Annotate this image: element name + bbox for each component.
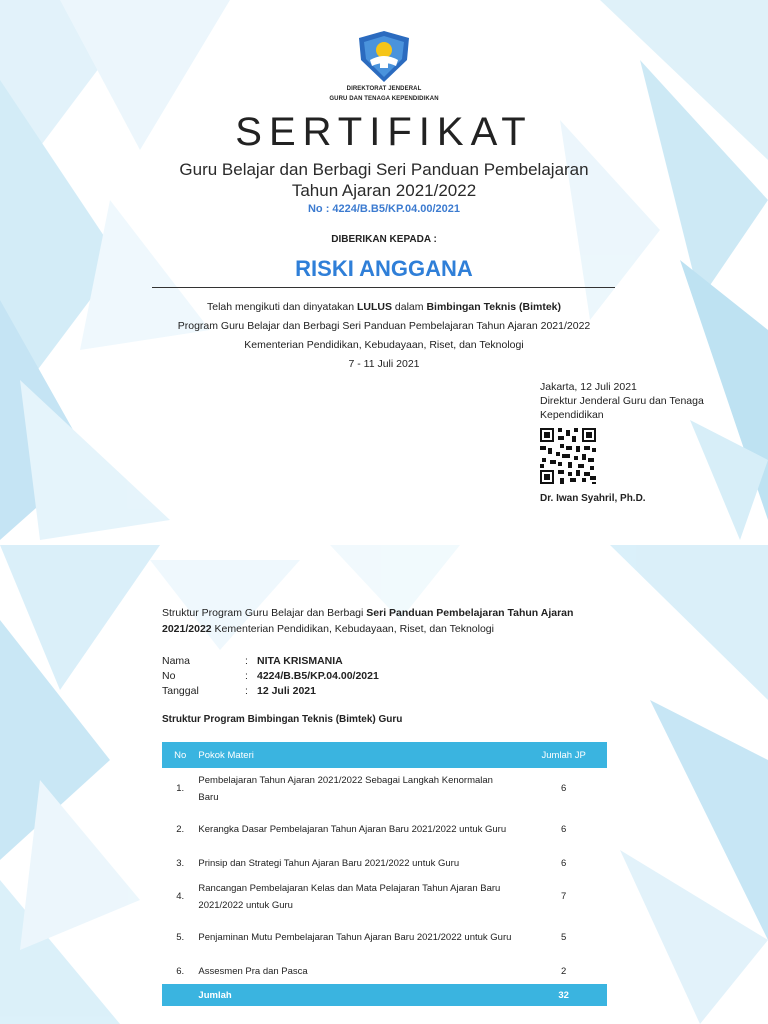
qr-code-icon: [540, 428, 596, 484]
certificate-page: DIREKTORAT JENDERAL GURU DAN TENAGA KEPENDIDIKAN SERTIFIKAT Guru Belajar dan Berbagi Seri Panduan Pembelajaran Tahun Ajaran 2021/2022 No : 4224/B.B5/KP.04.00/2021 DIBERIKAN KEPADA : RISKI ANGGANA Telah mengikuti dan dinyatakan LULUS dalam Bimbingan Teknis (Bimtek) Program Guru Belajar dan Berbagi Seri Panduan Pembelajaran Tahun Ajaran 2021/2022 Kementerian Pendidikan, Kebudayaan, Riset, dan Teknologi 7 - 11 Juli 2021 Jakarta, 12 Juli 2021 Direktur Jenderal Guru dan Tenaga Kependidikan Dr. Iwan Syahril, Ph.D. Struktur Program Guru Belajar dan Berbagi Seri Panduan Pembelajaran Tahun Ajaran 2021/2022 Kementerian Pendidikan, Kebudayaan, Riset, dan Teknologi Nama : NITA KRISMANIA No : 4224/B.B5/KP.04.00/2021 Tanggal : 12 Juli 2021 Struktur Program Bimbingan Teknis (Bimtek) Guru No Pokok Materi Jumlah JP 1. Pembelajaran Tahun Ajaran 2021/2022 Sebagai Langkah Kenormalan Baru 6 2. Kerangka Dasar Pembelajaran Tahun Ajaran Baru 2021/2022 untuk Guru 6 3. Prinsip dan Strategi Tahun Ajaran Baru 2021/2022 untuk Guru 6 4. Rancangan Pembelajaran Kelas dan Mata Pelajaran Tahun Ajaran Baru 2021/2022 untuk Guru 7 5. Penjaminan Mutu Pembelajaran Tahun Ajaran Baru 2021/2022 untuk Guru 5 6. Assesmen Pra dan Pasca 2 Jumlah 32: [0, 0, 768, 1024]
body-line-4: 7 - 11 Juli 2021: [348, 358, 420, 370]
table-row: 3. Prinsip dan Strategi Tahun Ajaran Baru 2021/2022 untuk Guru 6: [176, 857, 567, 869]
total-label: Jumlah: [198, 984, 520, 1006]
signer-name: Dr. Iwan Syahril, Ph.D.: [540, 493, 646, 504]
participant-date: 12 Juli 2021: [257, 685, 316, 697]
name-underline: [152, 287, 615, 288]
table-row: 4. Rancangan Pembelajaran Kelas dan Mata Pelajaran Tahun Ajaran Baru 2021/2022 untuk Guru 7: [176, 882, 567, 911]
tut-wuri-handayani-logo-icon: [356, 30, 412, 84]
subtitle-line-1: Guru Belajar dan Berbagi Seri Panduan Pembelajaran: [179, 160, 589, 179]
table-row: 2. Kerangka Dasar Pembelajaran Tahun Ajaran Baru 2021/2022 untuk Guru 6: [176, 824, 567, 835]
total-value: 32: [520, 984, 607, 1006]
sign-position-line-2: Kependidikan: [540, 409, 604, 421]
body-line-3: Kementerian Pendidikan, Kebudayaan, Riset, dan Teknologi: [244, 339, 524, 351]
materials-table: [162, 742, 607, 1006]
certificate-title: SERTIFIKAT: [235, 110, 533, 154]
table-row: 5. Penjaminan Mutu Pembelajaran Tahun Ajaran Baru 2021/2022 untuk Guru 5: [176, 932, 567, 943]
org-line-2: GURU DAN TENAGA KEPENDIDIKAN: [329, 96, 439, 102]
table-total-row: [162, 984, 607, 1006]
header-no: No: [162, 742, 198, 768]
given-to-label: DIBERIKAN KEPADA :: [331, 234, 437, 245]
participant-number: 4224/B.B5/KP.04.00/2021: [257, 670, 379, 682]
org-line-1: DIREKTORAT JENDERAL: [346, 86, 422, 92]
table-row: 1. Pembelajaran Tahun Ajaran 2021/2022 Sebagai Langkah Kenormalan Baru 6: [176, 774, 567, 803]
header-materi: Pokok Materi: [198, 742, 520, 768]
signature-block: [540, 380, 750, 422]
table-header-row: [162, 742, 607, 768]
subtitle-line-2: Tahun Ajaran 2021/2022: [291, 181, 477, 200]
sign-position-line-1: Direktur Jenderal Guru dan Tenaga: [540, 395, 704, 407]
structure-intro: Struktur Program Guru Belajar dan Berbagi Seri Panduan Pembelajaran Tahun Ajaran 2021/2022 Kementerian Pendidikan, Kebudayaan, Riset, dan Teknologi: [162, 607, 574, 635]
body-line-1: Telah mengikuti dan dinyatakan LULUS dalam Bimbingan Teknis (Bimtek): [206, 301, 562, 313]
participant-name: NITA KRISMANIA: [257, 655, 343, 667]
body-line-2: Program Guru Belajar dan Berbagi Seri Panduan Pembelajaran Tahun Ajaran 2021/2022: [177, 320, 591, 332]
table-row: 6. Assesmen Pra dan Pasca 2: [176, 965, 567, 977]
sign-place-date: Jakarta, 12 Juli 2021: [540, 381, 637, 393]
section-title: Struktur Program Bimbingan Teknis (Bimtek) Guru: [162, 714, 403, 725]
header-jp: Jumlah JP: [520, 742, 607, 768]
certificate-number: No : 4224/B.B5/KP.04.00/2021: [307, 203, 461, 215]
certificate-body: [0, 298, 768, 374]
recipient-name: RISKI ANGGANA: [295, 256, 473, 281]
